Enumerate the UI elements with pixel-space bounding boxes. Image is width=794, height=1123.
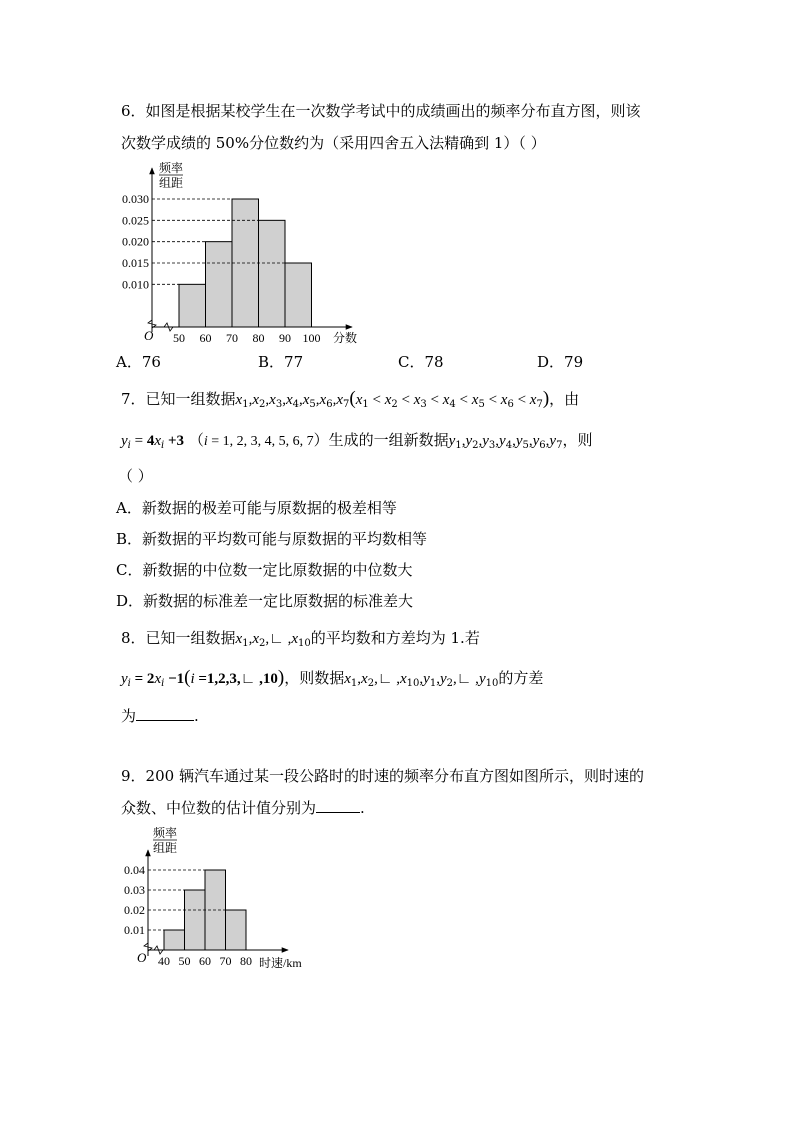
- q6-ytick-label-0: 0.030: [122, 192, 149, 206]
- q6-ytick-label-3: 0.015: [122, 256, 149, 270]
- q9-ytick-label-1: 0.03: [124, 883, 145, 897]
- q7-option-d: D．新数据的标准差一定比原数据的标准差大: [116, 592, 414, 610]
- q9-xtick-label-1: 50: [178, 954, 191, 968]
- q6-stem-line2: 次数学成绩的 50%分位数约为（采用四舍五入法精确到 1）（ ）: [121, 134, 546, 152]
- q7-paren: （ ）: [118, 467, 153, 485]
- q9-histogram: [116, 824, 316, 974]
- q9-ytick-label-2: 0.02: [124, 903, 145, 917]
- q9-answer-blank[interactable]: [316, 798, 360, 813]
- q9-xtick-label-0: 40: [158, 954, 170, 968]
- q6-bar-0: [179, 284, 206, 327]
- q9-bar-1: [185, 890, 206, 950]
- q6-ylabel-bottom: 组距: [159, 176, 184, 190]
- q6-ytick-label-2: 0.020: [122, 234, 149, 249]
- q6-xtick-label-4: 90: [279, 331, 291, 345]
- q8-stem-line1: 8．已知一组数据$x_1,x_2,∟$ $,x_{10}$的平均数和方差均为 1.若: [121, 629, 480, 649]
- q6-bar-4: [285, 263, 312, 327]
- q6-xtick-label-2: 70: [226, 331, 238, 345]
- q8-answer-blank[interactable]: [136, 706, 194, 721]
- q9-bar-0: [164, 930, 185, 950]
- q6-stem-line1: 6．如图是根据某校学生在一次数学考试中的成绩画出的频率分布直方图，则该: [121, 102, 641, 120]
- q9-ylabel-top: 频率: [153, 826, 178, 840]
- q6-bar-1: [206, 242, 233, 327]
- q7-stem-line2: $y_i = 4x_i +3$ （i = 1, 2, 3, 4, 5, 6, 7）生成的一组新数据$y_1,y_2,y_3,y_4,y_5,y_6,y_7$，则: [121, 431, 593, 451]
- q9-stem-line2: 众数、中位数的估计值分别为 .: [121, 799, 365, 817]
- q6-option-b: B．77: [258, 353, 304, 371]
- q6-xtick-label-1: 60: [199, 331, 212, 345]
- q8-stem-line2: $y_i = 2x_i -1(i$ =1,2,3,∟ ,10)，则数据$x_1,x_2,∟$ $,x_{10},y_1,y_2,∟$ $,y_{10}$的方差: [121, 667, 544, 689]
- q7-option-a: A．新数据的极差可能与原数据的极差相等: [116, 499, 397, 517]
- q7-option-c: C．新数据的中位数一定比原数据的中位数大: [116, 561, 413, 579]
- q6-ytick-label-4: 0.010: [122, 277, 149, 292]
- q9-ytick-label-0: 0.04: [124, 863, 145, 877]
- q9-xtick-label-3: 70: [219, 954, 232, 968]
- q9-xlabel: 时速/km: [259, 956, 302, 970]
- q6-ytick-label-1: 0.025: [122, 213, 149, 228]
- q9-xtick-label-4: 80: [240, 954, 252, 968]
- q6-option-c: C．78: [398, 353, 444, 371]
- q7-option-b: B．新数据的平均数可能与原数据的平均数相等: [116, 530, 428, 548]
- q6-xtick-label-3: 80: [252, 331, 265, 345]
- q6-ylabel-top: 频率: [159, 161, 184, 175]
- q9-origin: O: [137, 950, 147, 965]
- q6-option-d: D．79: [537, 353, 584, 371]
- q8-stem-line3: 为 .: [121, 707, 199, 725]
- q9-ylabel-bottom: 组距: [153, 841, 178, 855]
- q9-ytick-label-3: 0.01: [124, 923, 145, 937]
- q6-xlabel: 分数: [333, 331, 358, 345]
- q6-origin: O: [144, 328, 154, 343]
- q9-stem-line1: 9．200 辆汽车通过某一段公路时的时速的频率分布直方图如图所示，则时速的: [121, 767, 644, 785]
- q6-xtick-label-5: 100: [302, 331, 321, 345]
- q9-bar-3: [226, 910, 247, 950]
- q6-option-a: A．76: [116, 353, 161, 371]
- q9-xtick-label-2: 60: [199, 954, 211, 968]
- q6-histogram: [116, 158, 366, 348]
- q6-xtick-label-0: 50: [173, 331, 185, 345]
- q6-bar-3: [259, 220, 286, 327]
- q7-stem-line1: 7．已知一组数据$x_1,x_2,x_3,x_4,x_5,x_6,x_7(x_1 < x_2 < x_3 < x_4 < x_5 < x_6 < x_7)$，由: [121, 388, 580, 410]
